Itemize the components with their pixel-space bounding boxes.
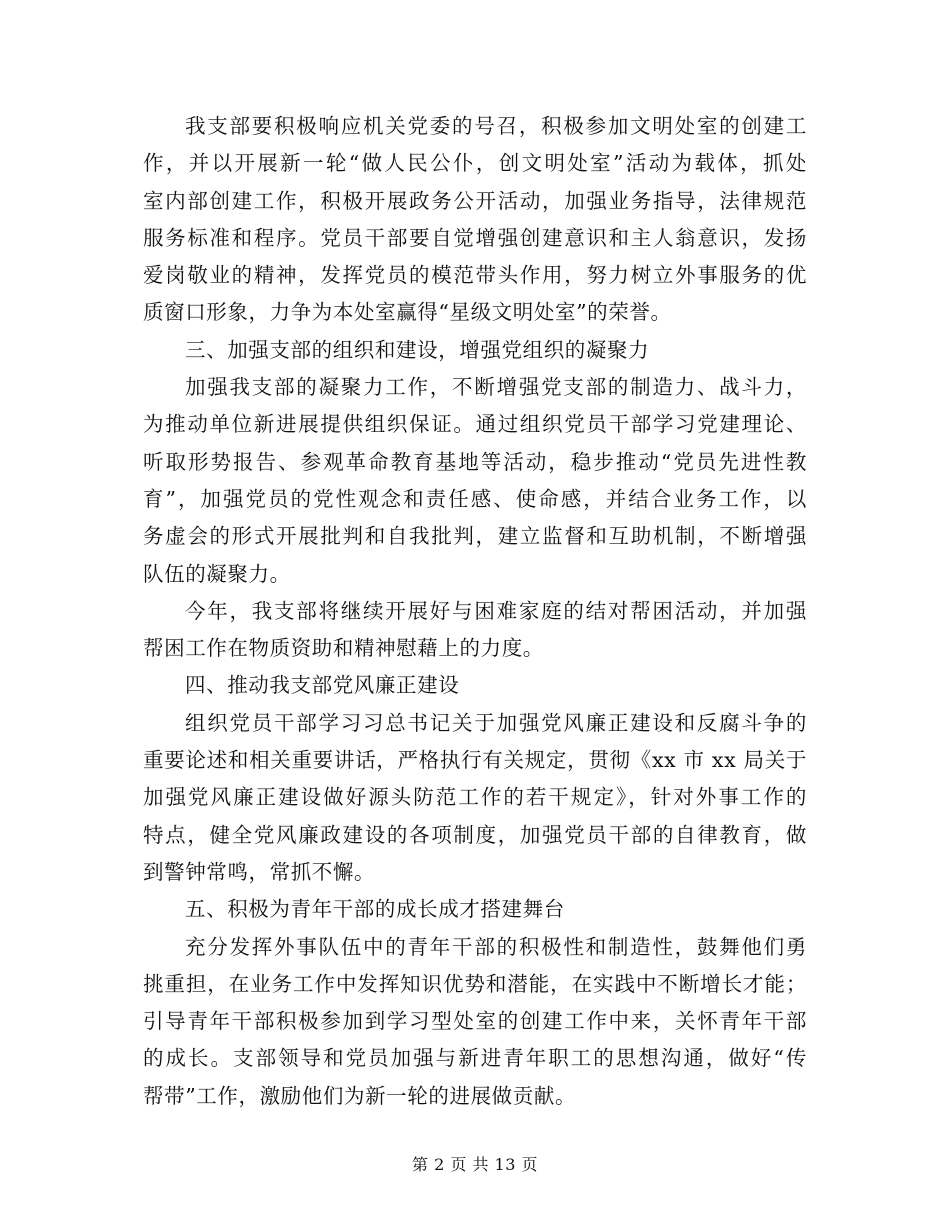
document-body bbox=[143, 108, 807, 1115]
page-number-footer: 第 2 页 共 13 页 bbox=[412, 1155, 538, 1174]
paragraph-line: 质窗口形象，力争为本处室赢得“星级文明处室”的荣誉。 bbox=[143, 300, 672, 325]
section-heading: 四、推动我支部党风廉正建设 bbox=[185, 673, 460, 698]
paragraph-line: 我支部要积极响应机关党委的号召，积极参加文明处室的创建工 bbox=[185, 114, 807, 138]
paragraph-line: 加强我支部的凝聚力工作，不断增强党支部的制造力、战斗力， bbox=[185, 375, 807, 400]
paragraph-line: 今年，我支部将继续开展好与困难家庭的结对帮困活动，并加强 bbox=[185, 598, 807, 623]
paragraph-line: 帮带”工作，激励他们为新一轮的进展做贡献。 bbox=[143, 1083, 577, 1108]
section-heading: 五、积极为青年干部的成长成才搭建舞台 bbox=[185, 897, 565, 922]
paragraph-line: 引导青年干部积极参加到学习型处室的创建工作中来，关怀青年干部 bbox=[143, 1009, 807, 1034]
paragraph-line: 服务标准和程序。党员干部要自觉增强创建意识和主人翁意识，发扬 bbox=[143, 225, 807, 250]
paragraph-line: 到警钟常鸣，常抓不懈。 bbox=[143, 859, 376, 884]
paragraph-line: 的成长。支部领导和党员加强与新进青年职工的思想沟通，做好“传 bbox=[143, 1046, 807, 1071]
paragraph-line: 帮困工作在物质资助和精神慰藉上的力度。 bbox=[143, 636, 544, 661]
paragraph-line: 挑重担，在业务工作中发挥知识优势和潜能，在实践中不断增长才能； bbox=[143, 971, 807, 996]
paragraph-line: 队伍的凝聚力。 bbox=[143, 561, 291, 586]
paragraph-line: 特点，健全党风廉政建设的各项制度，加强党员干部的自律教育，做 bbox=[143, 822, 807, 847]
paragraph-line: 爱岗敬业的精神，发挥党员的模范带头作用，努力树立外事服务的优 bbox=[143, 263, 807, 288]
paragraph-line: 重要论述和相关重要讲话，严格执行有关规定，贯彻《xx 市 xx 局关于 bbox=[143, 748, 807, 773]
paragraph-line: 加强党风廉正建设做好源头防范工作的若干规定》，针对外事工作的 bbox=[143, 785, 807, 810]
paragraph-line: 组织党员干部学习习总书记关于加强党风廉正建设和反腐斗争的 bbox=[185, 710, 807, 735]
paragraph-line: 充分发挥外事队伍中的青年干部的积极性和制造性，鼓舞他们勇 bbox=[185, 934, 807, 959]
paragraph-line: 作，并以开展新一轮“做人民公仆，创文明处室”活动为载体，抓处 bbox=[143, 151, 807, 176]
section-heading: 三、加强支部的组织和建设，增强党组织的凝聚力 bbox=[185, 337, 650, 362]
paragraph-line: 室内部创建工作，积极开展政务公开活动，加强业务指导，法律规范 bbox=[143, 188, 807, 213]
paragraph-line: 育”，加强党员的党性观念和责任感、使命感，并结合业务工作，以 bbox=[143, 486, 807, 511]
paragraph-line: 务虚会的形式开展批判和自我批判，建立监督和互助机制，不断增强 bbox=[143, 524, 807, 549]
paragraph-line: 为推动单位新进展提供组织保证。通过组织党员干部学习党建理论、 bbox=[143, 412, 807, 437]
paragraph-line: 听取形势报告、参观革命教育基地等活动，稳步推动“党员先进性教 bbox=[143, 449, 807, 474]
